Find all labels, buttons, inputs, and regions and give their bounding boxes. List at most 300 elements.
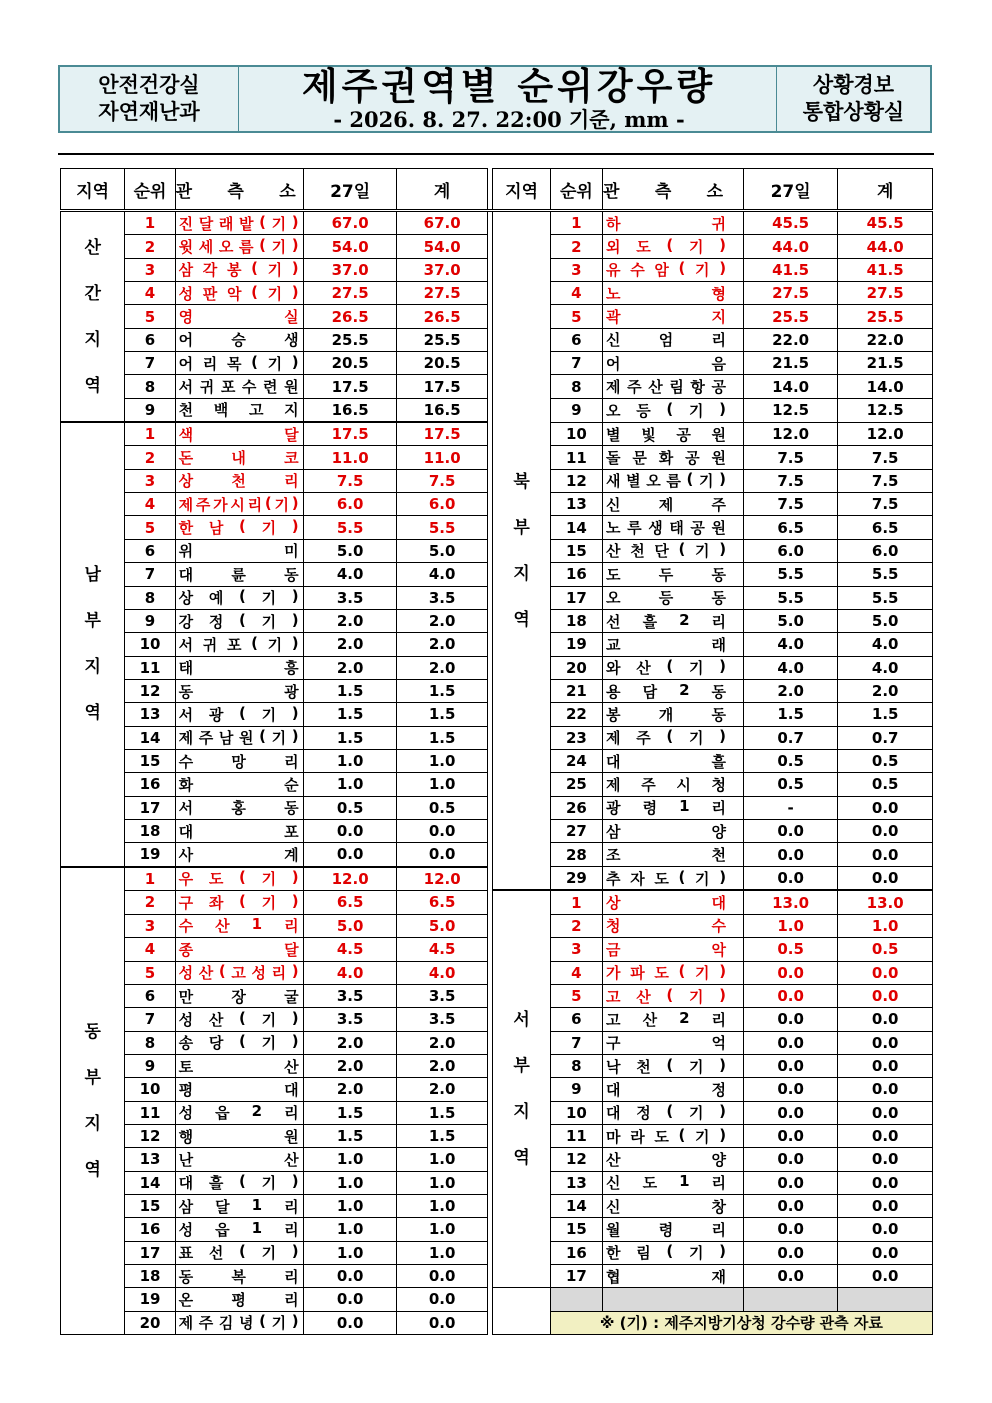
station-char: 기 (261, 1034, 277, 1053)
station-char: 서 (178, 799, 194, 818)
left-rank: 10 (125, 1078, 175, 1101)
right-total-value: 12.0 (838, 422, 933, 446)
station-char: 제 (658, 495, 674, 514)
right-rank: 17 (550, 586, 602, 609)
station-char: 산 (648, 378, 663, 397)
station-char: 대 (711, 894, 727, 913)
station-char: 읍 (215, 1104, 230, 1123)
station-char: 파 (630, 964, 645, 983)
station-char: 기 (688, 659, 704, 678)
station-char: 고 (606, 987, 621, 1006)
left-station (179, 751, 299, 772)
right-total-value: 2.0 (838, 679, 933, 702)
right-day-value: 2.0 (743, 679, 838, 702)
left-day-value: 7.5 (304, 469, 397, 492)
empty-cell (743, 1288, 838, 1311)
station-char: 리 (271, 964, 287, 983)
station-char: 음 (711, 354, 727, 373)
left-rank: 6 (125, 328, 175, 351)
station-char: 송 (178, 1034, 194, 1053)
station-char: 가 (606, 964, 621, 983)
header-divider (58, 153, 934, 155)
left-total-value: 27.5 (396, 282, 488, 305)
left-station-cell (175, 796, 304, 819)
left-station (179, 962, 299, 983)
right-day-value: 7.5 (743, 493, 838, 516)
station-char: 리 (284, 472, 299, 491)
left-total-value: 0.5 (396, 796, 488, 819)
station-char: 유 (606, 261, 621, 280)
station-char: 제 (606, 775, 621, 794)
station-char: 선 (606, 612, 621, 631)
station-char: 고 (231, 964, 246, 983)
col-total-left: 계 (396, 169, 488, 211)
station-char: 한 (606, 1244, 621, 1263)
left-day-value: 0.0 (304, 1288, 397, 1311)
column-gap (488, 305, 493, 328)
station-char: ( (678, 1125, 686, 1144)
right-day-value: - (743, 796, 838, 819)
station-char: 련 (263, 378, 278, 397)
left-station-cell (175, 235, 304, 258)
station-char: 귀 (711, 214, 727, 233)
station-char: 주 (198, 729, 214, 748)
table-row (61, 211, 933, 235)
station-char: 리 (711, 1010, 727, 1029)
station-char: 산 (284, 1150, 299, 1169)
left-station-cell (175, 703, 304, 726)
station-char: 기 (267, 284, 283, 303)
left-total-value: 5.0 (396, 914, 488, 937)
left-total-value: 26.5 (396, 305, 488, 328)
station-char: 대 (284, 1080, 299, 1099)
station-char: 기 (688, 401, 704, 420)
station-char: ) (291, 236, 299, 255)
office-box (776, 67, 930, 131)
station-char: 녕 (239, 1314, 254, 1333)
column-gap (488, 1148, 493, 1171)
right-rank: 18 (550, 609, 602, 632)
right-station (606, 517, 726, 538)
station-char: ) (291, 259, 299, 278)
right-total-value: 0.0 (838, 1264, 933, 1287)
left-station (179, 1009, 299, 1030)
left-total-value: 12.0 (396, 867, 488, 891)
station-char: ( (678, 259, 686, 278)
station-char: ( (239, 587, 246, 606)
station-char: 상 (178, 472, 194, 491)
station-char: 고 (606, 1010, 621, 1029)
right-total-value: 5.5 (838, 563, 933, 586)
empty-cell (603, 1288, 744, 1311)
station-char: ( (239, 891, 246, 910)
station-char: ( (239, 703, 246, 722)
station-char: 상 (606, 894, 621, 913)
left-day-value: 4.0 (304, 563, 397, 586)
left-day-value: 5.0 (304, 539, 397, 562)
right-station (606, 564, 726, 585)
left-day-value: 1.0 (304, 749, 397, 772)
station-char: 노 (606, 284, 621, 303)
right-station-cell (603, 1054, 744, 1077)
right-station-cell (603, 938, 744, 961)
footnote: ※ (기) : 제주지방기상청 강수량 관측 자료 (550, 1311, 932, 1334)
left-station-cell (175, 867, 304, 891)
station-char: 위 (178, 542, 194, 561)
station-char: 마 (606, 1127, 621, 1146)
station-char: 도 (636, 238, 651, 257)
right-station-cell (603, 446, 744, 469)
left-station-cell (175, 938, 304, 961)
left-total-value: 17.5 (396, 375, 488, 398)
right-station (606, 1102, 726, 1123)
left-station (179, 986, 299, 1007)
station-char: ( (239, 1172, 246, 1191)
left-station-cell (175, 1194, 304, 1217)
station-char: 정 (711, 1080, 727, 1099)
station-char: 삼 (606, 822, 621, 841)
right-station (606, 821, 726, 842)
left-rank: 5 (125, 961, 175, 984)
right-day-value: 0.0 (743, 1218, 838, 1241)
left-rank: 3 (125, 258, 175, 281)
right-day-value: 0.5 (743, 749, 838, 772)
station-char: 암 (654, 261, 669, 280)
right-station (606, 1266, 726, 1287)
station-char: 서 (178, 705, 194, 724)
right-day-value: 0.0 (743, 1194, 838, 1217)
station-char: 기 (688, 238, 704, 257)
station-char: 순 (284, 775, 299, 794)
region-char: 부 (513, 1056, 530, 1077)
station-char: 주 (198, 1314, 214, 1333)
left-rank: 9 (125, 398, 175, 422)
station-char: 광 (284, 682, 299, 701)
right-station-cell (603, 1008, 744, 1031)
right-day-value: 4.0 (743, 633, 838, 656)
station-char: 도 (654, 869, 669, 888)
left-day-value: 6.5 (304, 890, 397, 914)
right-total-value: 4.0 (838, 633, 933, 656)
station-char: 천 (711, 846, 727, 865)
right-day-value: 6.0 (743, 539, 838, 562)
left-day-value: 2.0 (304, 656, 397, 679)
left-station (179, 540, 299, 561)
station-char: 기 (267, 635, 283, 654)
right-station-cell (603, 469, 744, 492)
station-char: ) (291, 1032, 299, 1051)
region-char: 지 (513, 1102, 530, 1123)
left-total-value: 0.0 (396, 1311, 488, 1334)
station-char: 산 (198, 964, 214, 983)
left-day-value: 17.5 (304, 422, 397, 446)
station-char: 기 (688, 1104, 704, 1123)
col-station-left (175, 169, 304, 211)
station-char: 리 (284, 917, 299, 936)
column-gap (488, 938, 493, 961)
station-char: 조 (606, 846, 621, 865)
station-char: 2 (679, 1008, 690, 1027)
column-gap (488, 914, 493, 937)
right-total-value: 14.0 (838, 375, 933, 398)
left-rank: 16 (125, 773, 175, 796)
left-total-value: 37.0 (396, 258, 488, 281)
station-char: 기 (695, 261, 710, 280)
column-gap (488, 703, 493, 726)
station-char: 래 (711, 635, 727, 654)
station-char: 동 (711, 589, 727, 608)
station-char: ( (666, 727, 674, 746)
station-char: 령 (658, 1220, 674, 1239)
right-station-cell (603, 305, 744, 328)
left-day-value: 11.0 (304, 446, 397, 469)
station-char: 흘 (642, 612, 658, 631)
station-char: 리 (247, 495, 263, 514)
station-char: ) (719, 470, 727, 489)
station-char: 기 (261, 589, 277, 608)
right-station-cell (603, 843, 744, 867)
right-rank: 14 (550, 516, 602, 539)
left-total-value: 2.0 (396, 633, 488, 656)
station-char: ( (666, 1102, 674, 1121)
column-gap (488, 1218, 493, 1241)
right-station-cell (603, 1124, 744, 1147)
column-gap (488, 679, 493, 702)
right-rank: 4 (550, 282, 602, 305)
left-day-value: 0.0 (304, 819, 397, 842)
station-char: ) (291, 493, 299, 512)
left-total-value: 20.5 (396, 352, 488, 375)
left-station (179, 353, 299, 374)
region-char: 부 (513, 517, 530, 538)
station-char: 름 (666, 472, 681, 491)
station-char: ( (666, 399, 674, 418)
right-station (606, 1149, 726, 1170)
right-rank: 1 (550, 890, 602, 914)
left-station (179, 727, 299, 748)
left-total-value: 1.0 (396, 1218, 488, 1241)
station-char: 리 (711, 799, 727, 818)
right-station-cell (603, 563, 744, 586)
left-station-cell (175, 586, 304, 609)
station-char: 천 (636, 1057, 651, 1076)
station-char: 2 (679, 680, 690, 699)
station-char: 굴 (284, 987, 299, 1006)
station-char: 귀 (202, 635, 218, 654)
right-rank: 11 (550, 446, 602, 469)
right-day-value: 7.5 (743, 469, 838, 492)
right-rank: 23 (550, 726, 602, 749)
left-station-cell (175, 1008, 304, 1031)
station-char: 어 (178, 331, 194, 350)
left-rank: 6 (125, 984, 175, 1007)
station-char: 리 (284, 1104, 299, 1123)
right-station-cell (603, 398, 744, 422)
station-char: ) (719, 727, 727, 746)
left-station-cell (175, 633, 304, 656)
left-day-value: 1.0 (304, 1241, 397, 1264)
right-station-cell (603, 1101, 744, 1124)
station-char: 화 (178, 775, 194, 794)
station-char: ( (678, 962, 686, 981)
station-char: 동 (711, 565, 727, 584)
station-char: 흘 (208, 1174, 224, 1193)
right-station (606, 915, 726, 936)
station-char: 성 (178, 1220, 194, 1239)
right-station-cell (603, 1078, 744, 1101)
station-char: ( (239, 1008, 246, 1027)
left-rank: 7 (125, 352, 175, 375)
left-station (179, 424, 299, 445)
left-station-cell (175, 563, 304, 586)
station-char: ) (291, 282, 299, 301)
right-day-value: 22.0 (743, 328, 838, 351)
column-gap (488, 843, 493, 867)
right-station-cell (603, 961, 744, 984)
station-char: 산 (636, 987, 651, 1006)
right-rank: 26 (550, 796, 602, 819)
station-char: 대 (606, 1104, 621, 1123)
station-char: ( (678, 867, 686, 886)
station-char: 대 (606, 752, 621, 771)
right-station-cell (603, 211, 744, 235)
left-day-value: 5.5 (304, 516, 397, 539)
station-char: 제 (178, 729, 194, 748)
station-char: ) (719, 399, 727, 418)
left-rank: 9 (125, 1054, 175, 1077)
station-char: 곽 (606, 308, 621, 327)
right-station-cell (603, 516, 744, 539)
right-station-cell (603, 1194, 744, 1217)
column-gap (488, 1241, 493, 1264)
left-station-cell (175, 961, 304, 984)
right-station (606, 844, 726, 865)
station-char: 좌 (208, 893, 224, 912)
right-station (606, 1242, 726, 1263)
left-station-cell (175, 1148, 304, 1171)
col-region-right: 지역 (493, 169, 550, 211)
left-total-value: 6.5 (396, 890, 488, 914)
station-char: 기 (261, 1174, 277, 1193)
station-char: 2 (679, 610, 690, 629)
right-day-value: 5.5 (743, 563, 838, 586)
right-rank: 16 (550, 563, 602, 586)
right-rank: 14 (550, 1194, 602, 1217)
station-char: 기 (261, 870, 277, 889)
station-char: 동 (178, 1267, 194, 1286)
station-char: 리 (711, 1220, 727, 1239)
right-total-value: 0.0 (838, 961, 933, 984)
region-char: 남 (84, 565, 101, 586)
left-total-value: 0.0 (396, 819, 488, 842)
station-char: 기 (695, 542, 710, 561)
right-day-value: 0.0 (743, 984, 838, 1007)
title-box (239, 67, 779, 131)
right-rank: 8 (550, 375, 602, 398)
station-char: ) (291, 868, 299, 887)
left-total-value: 11.0 (396, 446, 488, 469)
left-station-cell (175, 819, 304, 842)
right-rank: 15 (550, 539, 602, 562)
right-station (606, 986, 726, 1007)
col-station-right-label (603, 177, 723, 202)
station-char: 신 (606, 1174, 621, 1193)
left-total-value: 1.0 (396, 1171, 488, 1194)
station-char: 별 (626, 472, 641, 491)
right-total-value: 5.0 (838, 609, 933, 632)
station-char: 표 (178, 1244, 194, 1263)
station-char: 두 (658, 565, 674, 584)
right-total-value: 21.5 (838, 352, 933, 375)
station-char: 주 (195, 495, 211, 514)
station-char: ( (666, 985, 674, 1004)
left-station-cell (175, 1054, 304, 1077)
station-char: 기 (271, 238, 287, 257)
left-total-value: 4.0 (396, 961, 488, 984)
right-rank: 17 (550, 1264, 602, 1287)
station-char: 동 (284, 799, 299, 818)
right-station-cell (603, 984, 744, 1007)
left-region-cell (61, 211, 125, 423)
station-char: 성 (178, 1010, 194, 1029)
left-station (179, 1242, 299, 1263)
station-char: 동 (711, 705, 727, 724)
station-char: 1 (251, 1195, 263, 1214)
left-total-value: 1.5 (396, 679, 488, 702)
station-char: 남 (208, 519, 224, 538)
station-char: 원 (239, 729, 254, 748)
right-total-value: 7.5 (838, 469, 933, 492)
station-char: 기 (699, 472, 714, 491)
empty-cell (838, 1288, 933, 1311)
col-day-right: 27일 (743, 169, 838, 211)
right-day-value: 7.5 (743, 446, 838, 469)
station-char: ( (251, 282, 258, 301)
rainfall-table (60, 168, 933, 1335)
station-char: 산 (208, 1010, 224, 1029)
left-day-value: 4.0 (304, 961, 397, 984)
column-gap (488, 258, 493, 281)
left-rank: 5 (125, 516, 175, 539)
right-station (606, 283, 726, 304)
station-char: ) (291, 1312, 299, 1331)
left-station (179, 447, 299, 468)
right-total-value: 1.5 (838, 703, 933, 726)
station-char: 만 (178, 987, 194, 1006)
right-station (606, 611, 726, 632)
region-char: 북 (513, 471, 530, 492)
station-char: 지 (711, 308, 727, 327)
left-station (179, 376, 299, 397)
left-total-value: 1.0 (396, 1241, 488, 1264)
department-box (60, 67, 239, 131)
station-char: 수 (711, 917, 727, 936)
right-total-value: 6.0 (838, 539, 933, 562)
left-rank: 2 (125, 235, 175, 258)
station-char: 목 (226, 354, 242, 373)
station-char: 도 (606, 565, 621, 584)
station-char: 도 (208, 870, 224, 889)
region-char: 지 (84, 657, 101, 678)
station-char: 대 (606, 1080, 621, 1099)
station-char: 장 (231, 987, 246, 1006)
station-char: 밭 (239, 214, 254, 233)
left-day-value: 3.5 (304, 984, 397, 1007)
right-total-value: 1.0 (838, 914, 933, 937)
column-gap (488, 375, 493, 398)
station-char: 동 (711, 682, 727, 701)
station-char: 흘 (711, 752, 727, 771)
